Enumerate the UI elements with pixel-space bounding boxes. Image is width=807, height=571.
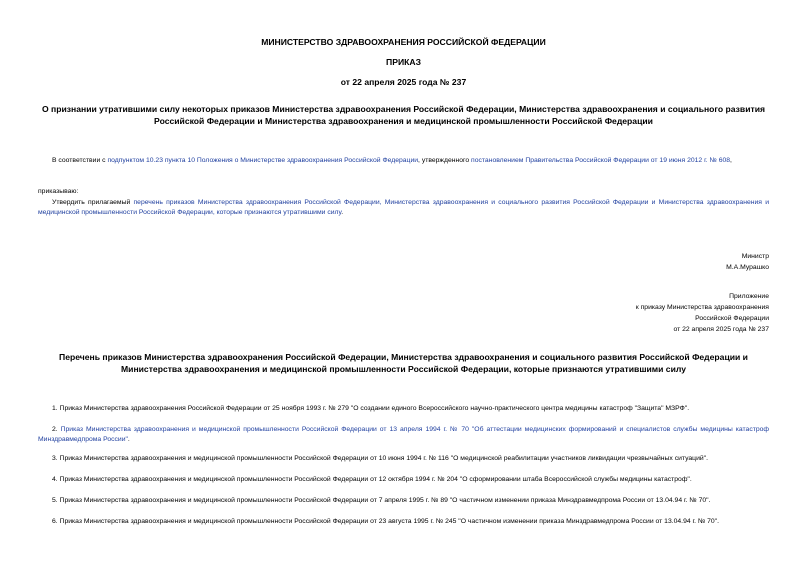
appendix-line: Приложение bbox=[729, 293, 769, 300]
list-item: 1. Приказ Министерства здравоохранения Российской Федерации от 25 ноября 1993 г. № 279 "О создании единого Всероссийского научно-практического центра медицины катастроф "Защита" МЗРФ". bbox=[52, 405, 690, 412]
list-item-suffix: . bbox=[127, 436, 130, 443]
appendix-line: к приказу Министерства здравоохранения bbox=[635, 304, 769, 311]
signer-name: М.А.Мурашко bbox=[726, 264, 769, 271]
regulation-link[interactable]: подпунктом 10.23 пункта 10 Положения о Министерстве здравоохранения Российской Федерации bbox=[107, 157, 419, 164]
basis-mid: , утвержденного bbox=[418, 157, 472, 164]
approve-suffix: . bbox=[341, 209, 344, 216]
list-item: 6. Приказ Министерства здравоохранения и медицинской промышленности Российской Федерации от 23 августа 1995 г. № 245 "О частичном изменении приказа Минздравмедпрома России от 13.04.94 г. № 70". bbox=[52, 518, 719, 525]
signature-block bbox=[469, 251, 769, 273]
list-title: Перечень приказов Министерства здравоохранения Российской Федерации, Министерства здравоохранения и социального развития Российской Федерации и Министерства здравоохранения и медицинской промышленности Российской Федерации, которые признаются утратившими силу bbox=[59, 352, 748, 374]
appendix-line: от 22 апреля 2025 года № 237 bbox=[673, 326, 769, 333]
list-item bbox=[38, 425, 769, 445]
basis-suffix: , bbox=[730, 157, 732, 164]
government-decree-link[interactable]: постановлением Правительства Российской Федерации от 19 июня 2012 г. № 608 bbox=[471, 157, 731, 164]
orders-word: приказываю: bbox=[38, 188, 79, 195]
document-date-number: от 22 апреля 2025 года № 237 bbox=[340, 77, 467, 87]
ministry-heading: МИНИСТЕРСТВО ЗДРАВООХРАНЕНИЯ РОССИЙСКОЙ ФЕДЕРАЦИИ bbox=[261, 37, 546, 47]
list-item-link[interactable]: Приказ Министерства здравоохранения и медицинской промышленности Российской Федерации от 13 апреля 1994 г. № 70 "Об аттестации медицинских формирований и специалистов службы медицины катастроф Минздравмедпрома России" bbox=[38, 426, 769, 443]
list-item-number: 2. bbox=[52, 426, 61, 433]
list-item: 5. Приказ Министерства здравоохранения и медицинской промышленности Российской Федерации от 7 апреля 1995 г. № 89 "О частичном изменении приказа Минздравмедпрома России от 13.04.94 г. № 70". bbox=[52, 497, 711, 504]
approve-prefix: Утвердить прилагаемый bbox=[52, 199, 134, 206]
appendix-block bbox=[469, 291, 769, 335]
signer-position: Министр bbox=[741, 253, 769, 260]
list-item: 4. Приказ Министерства здравоохранения и медицинской промышленности Российской Федерации от 12 октября 1994 г. № 204 "О сформировании штаба Всероссийской службы медицины катастроф". bbox=[52, 476, 692, 483]
list-link[interactable]: перечень приказов Министерства здравоохранения Российской Федерации, Министерства здравоохранения и социального развития Российской Федерации и Министерства здравоохранения и медицинской промышленности Российской Федерации, которые признаются утратившими силу bbox=[38, 199, 769, 216]
basis-prefix: В соответствии с bbox=[52, 157, 108, 164]
order-title: О признании утратившими силу некоторых приказов Министерства здравоохранения Российской Федерации, Министерства здравоохранения и социального развития Российской Федерации и Министерства здравоохранения и медицинской промышленности Российской Федерации bbox=[41, 104, 766, 126]
list-item: 3. Приказ Министерства здравоохранения и медицинской промышленности Российской Федерации от 10 июня 1994 г. № 116 "О медицинской реабилитации участников ликвидации чрезвычайных ситуаций". bbox=[52, 455, 708, 462]
appendix-line: Российской Федерации bbox=[695, 315, 769, 322]
approve-paragraph bbox=[38, 198, 769, 218]
basis-paragraph bbox=[38, 156, 769, 166]
document-type: ПРИКАЗ bbox=[386, 57, 421, 67]
